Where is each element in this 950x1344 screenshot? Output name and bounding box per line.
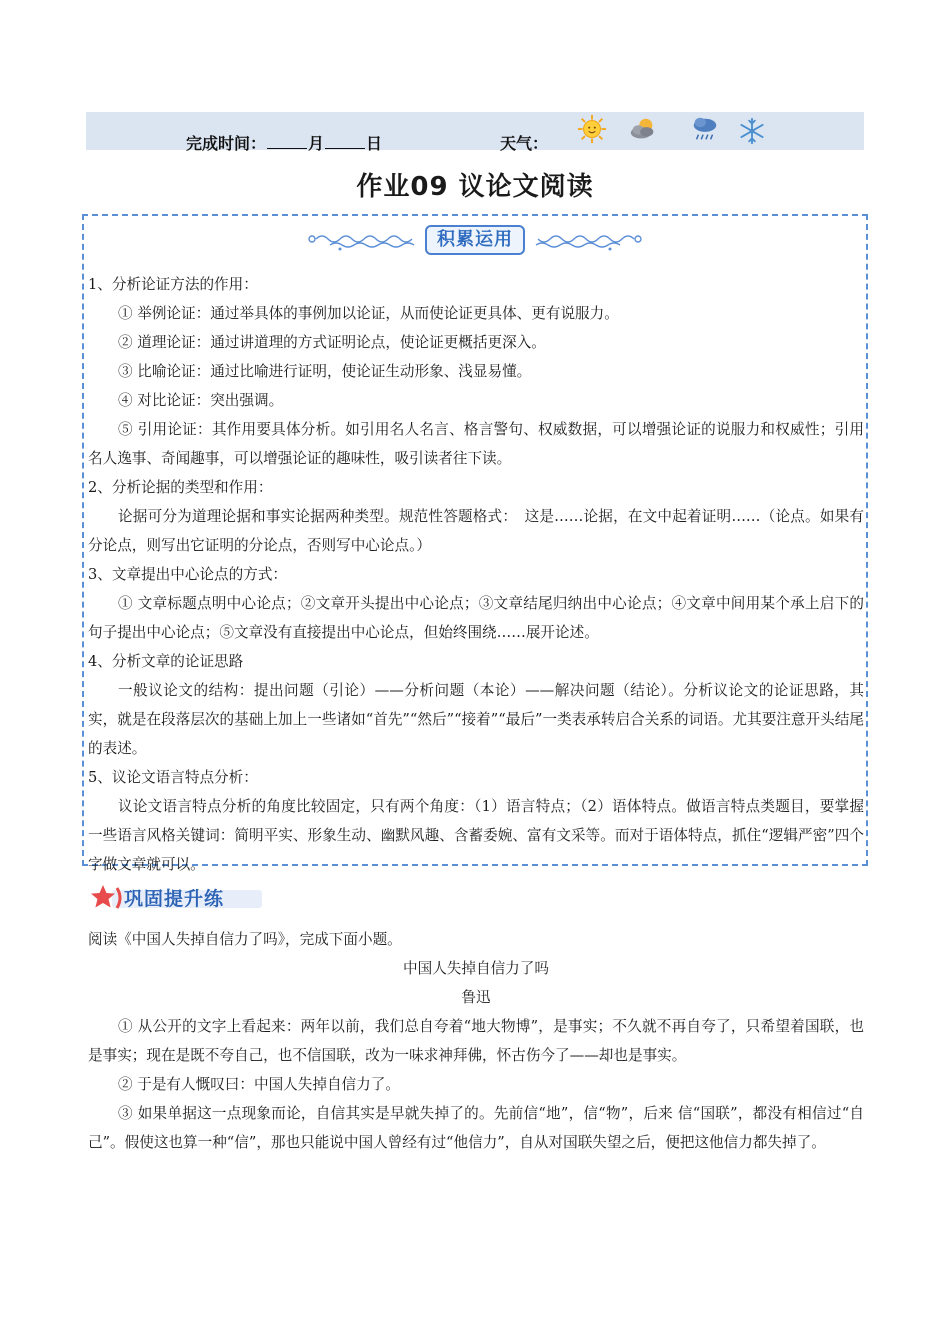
article-paragraph: ① 从公开的文字上看起来：两年以前，我们总自夸着“地大物博”，是事实；不久就不再自夸了，只希望着国联，也是事实；现在是既不夸自己，也不信国联，改为一味求神拜佛，怀古伤今了——却也是事实。 [88,1018,864,1064]
knowledge-content [88,270,864,879]
paragraph: 议论文语言特点分析的角度比较固定，只有两个角度：（1）语言特点；（2）语体特点。做语言特点类题目，要掌握一些语言风格关键词：简明平实、形象生动、幽默风趣、含蓄委婉、富有文采等。而对于语体特点，抓住“逻辑严密”四个字做文章就可以。 [88,798,864,873]
list-item: ① 举例论证：通过举具体的事例加以论证，从而使论证更具体、更有说服力。 [118,305,619,322]
paragraph: 论据可分为道理论据和事实论据两种类型。规范性答题格式： 这是……论据，在文中起着证明……（论点。如果有分论点，则写出它证明的分论点，否则写中心论点。） [88,508,864,554]
paragraph: 一般议论文的结构：提出问题（引论）——分析问题（本论）——解决问题（结论）。分析议论文的论证思路，其实，就是在段落层次的基础上加上一些诸如“首先”“然后”“接着”“最后”一类表承转启合关系的词语。尤其要注意开头结尾的表述。 [88,682,864,757]
time-label: 完成时间： [186,134,267,153]
list-item: ④ 对比论证：突出强调。 [118,392,284,409]
sun-icon [576,114,608,144]
banner-label-consolidate: 巩固提升练 [124,888,225,910]
article-title: 中国人失掉自信力了吗 [403,960,549,977]
partly-cloudy-icon [627,114,659,144]
list-item: ③ 比喻论证：通过比喻进行证明，使论证生动形象、浅显易懂。 [118,363,532,380]
page-title: 作业09 议论文阅读 [356,172,594,202]
weather-label: 天气： [500,134,549,153]
snowflake-icon [736,116,768,146]
list-item: ⑤ 引用论证：其作用要具体分析。如引用名人名言、格言警句、权威数据，可以增强论证的说服力和权威性；引用名人逸事、奇闻趣事，可以增强论证的趣味性，吸引读者往下读。 [88,421,864,467]
rain-icon [689,114,721,144]
article-paragraph: ② 于是有人慨叹曰：中国人失掉自信力了。 [118,1076,400,1093]
heading-2: 2、分析论据的类型和作用： [88,479,273,496]
day-label: 日 [366,134,383,153]
banner-label-accumulate: 积累运用 [425,225,525,255]
heading-3: 3、文章提出中心论点的方式： [88,566,288,583]
day-blank [325,134,365,149]
list-item: ② 道理论证：通过讲道理的方式证明论点，使论证更概括更深入。 [118,334,546,351]
heading-1: 1、分析论证方法的作用： [88,276,258,293]
heading-5: 5、议论文语言特点分析： [88,769,258,786]
article-paragraph: ③ 如果单据这一点现象而论，自信其实是早就失掉了的。先前信“地”，信“物”，后来 信“国联”，都没有相信过“自己”。假使这也算一种“信”，那也只能说中国人曾经有过“他信力”，自从对国联失望之后，便把这他信力都失掉了。 [88,1105,864,1151]
reading-section [88,925,864,1157]
reading-intro: 阅读《中国人失掉自信力了吗》，完成下面小题。 [88,931,402,948]
article-author: 鲁迅 [461,989,491,1006]
completion-time [186,131,382,154]
heading-4: 4、分析文章的论证思路 [88,653,244,670]
paragraph: ① 文章标题点明中心论点；②文章开头提出中心论点；③文章结尾归纳出中心论点；④文章中间用某个承上启下的句子提出中心论点；⑤文章没有直接提出中心论点，但始终围绕……展开论述。 [88,595,864,641]
month-blank [267,134,307,149]
month-label: 月 [308,134,325,153]
